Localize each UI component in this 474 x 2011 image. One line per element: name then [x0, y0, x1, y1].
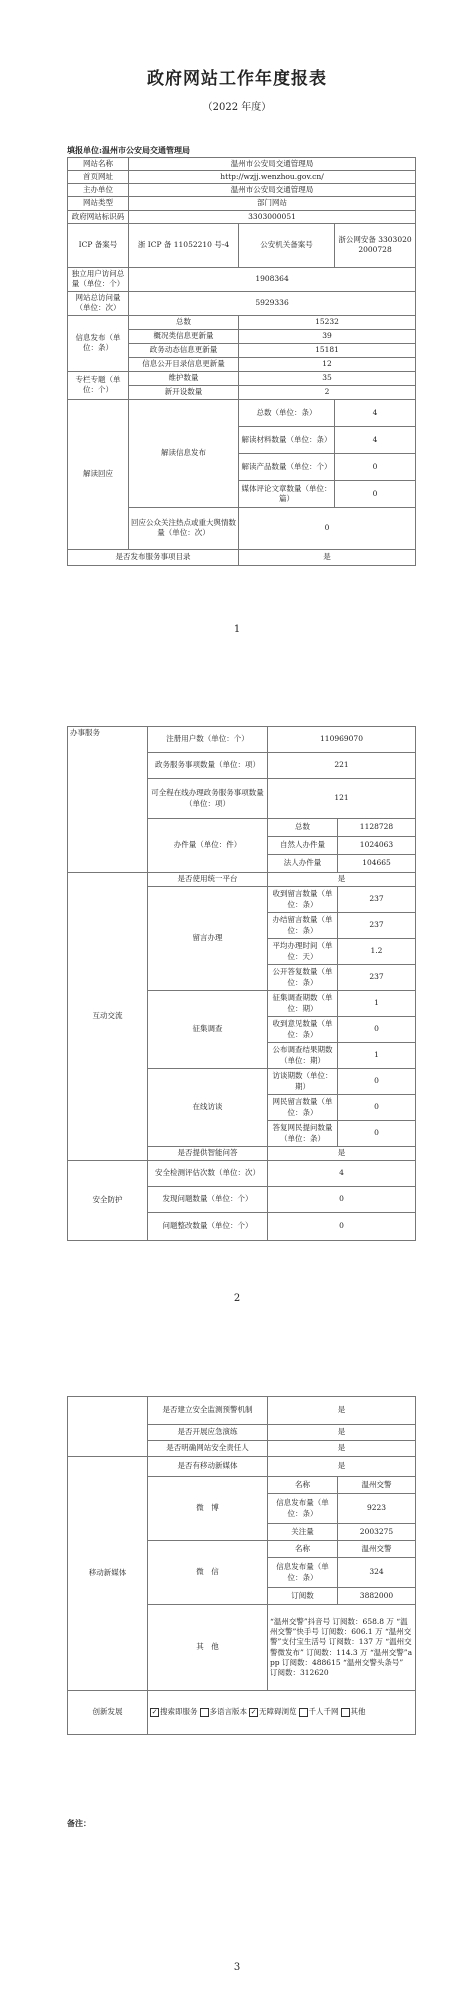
cell-label: 网民留言数量（单位：条） [268, 1095, 338, 1121]
cell-label: 公布调查结果期数（单位：期） [268, 1043, 338, 1069]
cell-label: 安全检测评估次数（单位：次） [148, 1161, 268, 1187]
checkbox-2[interactable]: ✓ [250, 1707, 257, 1716]
cell-label: 信息发布（单位：条） [68, 315, 129, 371]
cell-value: 是 [268, 1441, 416, 1457]
report-table-page1 [67, 157, 416, 566]
cell-label: 信息发布量（单位：条） [268, 1558, 338, 1588]
cell-value: 104665 [338, 855, 416, 873]
cell-label: 新开设数量 [129, 385, 239, 399]
cell-value: 0 [268, 1187, 416, 1213]
cell-label: 安全防护 [68, 1161, 148, 1241]
cell-label: 自然人办件量 [268, 837, 338, 855]
cell-label: 总数（单位：条） [239, 399, 335, 426]
innovation-options [148, 1691, 416, 1735]
report-title: 政府网站工作年度报表 [147, 69, 327, 89]
cell-label: 解读材料数量（单位：条） [239, 426, 335, 453]
cell-label: 办结留言数量（单位：条） [268, 913, 338, 939]
cell-label: 微 博 [148, 1477, 268, 1541]
cell-label: 是否提供智能问答 [148, 1147, 268, 1161]
cell-value: 0 [338, 1095, 416, 1121]
cell-value: 0 [239, 507, 416, 549]
cell-label [68, 1397, 148, 1457]
cell-value: 12 [239, 357, 416, 371]
cell-label: 网站名称 [68, 158, 129, 171]
cell-label: 回应公众关注热点或重大舆情数量（单位：次） [129, 507, 239, 549]
cell-value: 5929336 [129, 291, 416, 315]
cell-value: 0 [338, 1017, 416, 1043]
cell-value: 237 [338, 913, 416, 939]
cell-label: 关注量 [268, 1524, 338, 1541]
page-number: 1 [233, 624, 241, 635]
cell-value: 4 [335, 399, 416, 426]
cell-value: 温州市公安局交通管理局 [129, 184, 416, 197]
cell-value: 1024063 [338, 837, 416, 855]
filling-unit: 填报单位:温州市公安局交通管理局 [67, 145, 190, 155]
cell-label: 名称 [268, 1477, 338, 1494]
cell-label: 答复网民提问数量（单位：条） [268, 1121, 338, 1147]
cell-label: 是否使用统一平台 [148, 873, 268, 887]
checkbox-label: 千人千网 [308, 1707, 339, 1717]
cell-value: 0 [338, 1069, 416, 1095]
cell-value: 4 [335, 426, 416, 453]
cell-value: 是 [268, 873, 416, 887]
cell-value: 浙 ICP 备 11052210 号-4 [129, 223, 239, 267]
checkbox-label: 其他 [350, 1707, 366, 1717]
cell-label: 法人办件量 [268, 855, 338, 873]
cell-value: 9223 [338, 1494, 416, 1524]
cell-label: 信息公开目录信息更新量 [129, 357, 239, 371]
cell-label: 在线访谈 [148, 1069, 268, 1147]
cell-value: 是 [239, 549, 416, 565]
remarks-label: 备注： [67, 1818, 91, 1828]
cell-label: 平均办理时间（单位：天） [268, 939, 338, 965]
cell-value: 237 [338, 887, 416, 913]
cell-label: 政务动态信息更新量 [129, 343, 239, 357]
cell-value: 浙公网安备 33030202000728 [335, 223, 416, 267]
cell-label: 是否开展应急演练 [148, 1425, 268, 1441]
cell-value: 1 [338, 1043, 416, 1069]
cell-value: 是 [268, 1457, 416, 1477]
cell-label: 是否发布服务事项目录 [68, 549, 239, 565]
cell-label: 征集调查期数（单位：期） [268, 991, 338, 1017]
cell-label: 是否明确网站安全责任人 [148, 1441, 268, 1457]
cell-label: 移动新媒体 [68, 1457, 148, 1691]
cell-value: 237 [338, 965, 416, 991]
cell-label: 概况类信息更新量 [129, 329, 239, 343]
cell-label: 首页网址 [68, 171, 129, 184]
cell-value: http://wzjj.wenzhou.gov.cn/ [129, 171, 416, 184]
cell-label: 办件量（单位：件） [148, 819, 268, 873]
cell-label: 创新发展 [68, 1691, 148, 1735]
cell-value: 2 [239, 385, 416, 399]
cell-value: 2003275 [338, 1524, 416, 1541]
cell-label: 解读回应 [68, 399, 129, 549]
cell-label: 信息发布量（单位：条） [268, 1494, 338, 1524]
cell-label: 网站总访问量（单位：次） [68, 291, 129, 315]
cell-label: ICP 备案号 [68, 223, 129, 267]
cell-value: 3882000 [338, 1588, 416, 1605]
cell-label: 互动交流 [68, 873, 148, 1161]
cell-value: 221 [268, 753, 416, 779]
cell-label: 解读信息发布 [129, 399, 239, 507]
cell-label: 其 他 [148, 1605, 268, 1691]
cell-value: 1908364 [129, 267, 416, 291]
cell-label: 是否有移动新媒体 [148, 1457, 268, 1477]
cell-label: 维护数量 [129, 371, 239, 385]
cell-value: “温州交警”抖音号 订阅数：658.8 万 “温州交警”快手号 订阅数：606.1 万 “温州交警”支付宝生活号 订阅数：137 万 “温州交警微发布” 订阅数：114.3 万 “温州交警”app 订阅数：488615 “温州交警头条号” 订阅数：312620 [268, 1605, 416, 1691]
cell-label: 问题整改数量（单位：个） [148, 1213, 268, 1241]
cell-value: 0 [338, 1121, 416, 1147]
cell-label: 收到意见数量（单位：条） [268, 1017, 338, 1043]
cell-label: 微 信 [148, 1541, 268, 1605]
cell-value: 110969070 [268, 727, 416, 753]
cell-value: 0 [268, 1213, 416, 1241]
cell-value: 121 [268, 779, 416, 819]
report-table-page3 [67, 1396, 416, 1735]
cell-label: 可全程在线办理政务服务事项数量（单位：项） [148, 779, 268, 819]
cell-value: 温州市公安局交通管理局 [129, 158, 416, 171]
cell-value: 1.2 [338, 939, 416, 965]
cell-label: 总数 [129, 315, 239, 329]
cell-value: 温州交警 [338, 1477, 416, 1494]
cell-value: 3303000051 [129, 210, 416, 223]
cell-value: 1128728 [338, 819, 416, 837]
cell-value: 1 [338, 991, 416, 1017]
cell-value: 15232 [239, 315, 416, 329]
cell-label: 名称 [268, 1541, 338, 1558]
cell-value: 4 [268, 1161, 416, 1187]
cell-label: 网站类型 [68, 197, 129, 210]
cell-value: 15181 [239, 343, 416, 357]
cell-value: 324 [338, 1558, 416, 1588]
checkbox-0[interactable]: ✓ [151, 1707, 158, 1716]
report-table-page2 [67, 726, 416, 1241]
cell-value: 39 [239, 329, 416, 343]
report-year: （2022 年度） [202, 102, 272, 113]
cell-label: 订阅数 [268, 1588, 338, 1605]
cell-label: 媒体评论文章数量（单位：篇） [239, 480, 335, 507]
cell-value: 0 [335, 480, 416, 507]
cell-label: 独立用户访问总量（单位：个） [68, 267, 129, 291]
cell-label: 发现问题数量（单位：个） [148, 1187, 268, 1213]
cell-label: 公安机关备案号 [239, 223, 335, 267]
cell-label: 是否建立安全监测预警机制 [148, 1397, 268, 1425]
cell-value: 0 [335, 453, 416, 480]
cell-label: 政府网站标识码 [68, 210, 129, 223]
cell-label: 注册用户数（单位：个） [148, 727, 268, 753]
cell-value: 部门网站 [129, 197, 416, 210]
cell-label: 征集调查 [148, 991, 268, 1069]
cell-label: 留言办理 [148, 887, 268, 991]
checkbox-label: 搜索即服务 [160, 1707, 198, 1717]
cell-label: 政务服务事项数量（单位：项） [148, 753, 268, 779]
cell-value: 是 [268, 1397, 416, 1425]
checkbox-3[interactable] [299, 1708, 308, 1717]
page-number: 2 [233, 1293, 241, 1304]
page-number: 3 [233, 1962, 241, 1973]
cell-value: 温州交警 [338, 1541, 416, 1558]
cell-label: 总数 [268, 819, 338, 837]
checkbox-label: 多语言版本 [209, 1707, 247, 1717]
cell-value: 35 [239, 371, 416, 385]
checkbox-1[interactable] [200, 1708, 209, 1717]
cell-value: 是 [268, 1147, 416, 1161]
checkbox-4[interactable] [341, 1708, 350, 1717]
cell-label: 解读产品数量（单位：个） [239, 453, 335, 480]
cell-label: 主办单位 [68, 184, 129, 197]
cell-label: 收到留言数量（单位：条） [268, 887, 338, 913]
cell-value: 是 [268, 1425, 416, 1441]
cell-label: 公开答复数量（单位：条） [268, 965, 338, 991]
cell-label: 办事服务 [68, 727, 148, 873]
cell-label: 访谈期数（单位：期） [268, 1069, 338, 1095]
checkbox-label: 无障碍浏览 [259, 1707, 297, 1717]
cell-label: 专栏专题（单位：个） [68, 371, 129, 399]
